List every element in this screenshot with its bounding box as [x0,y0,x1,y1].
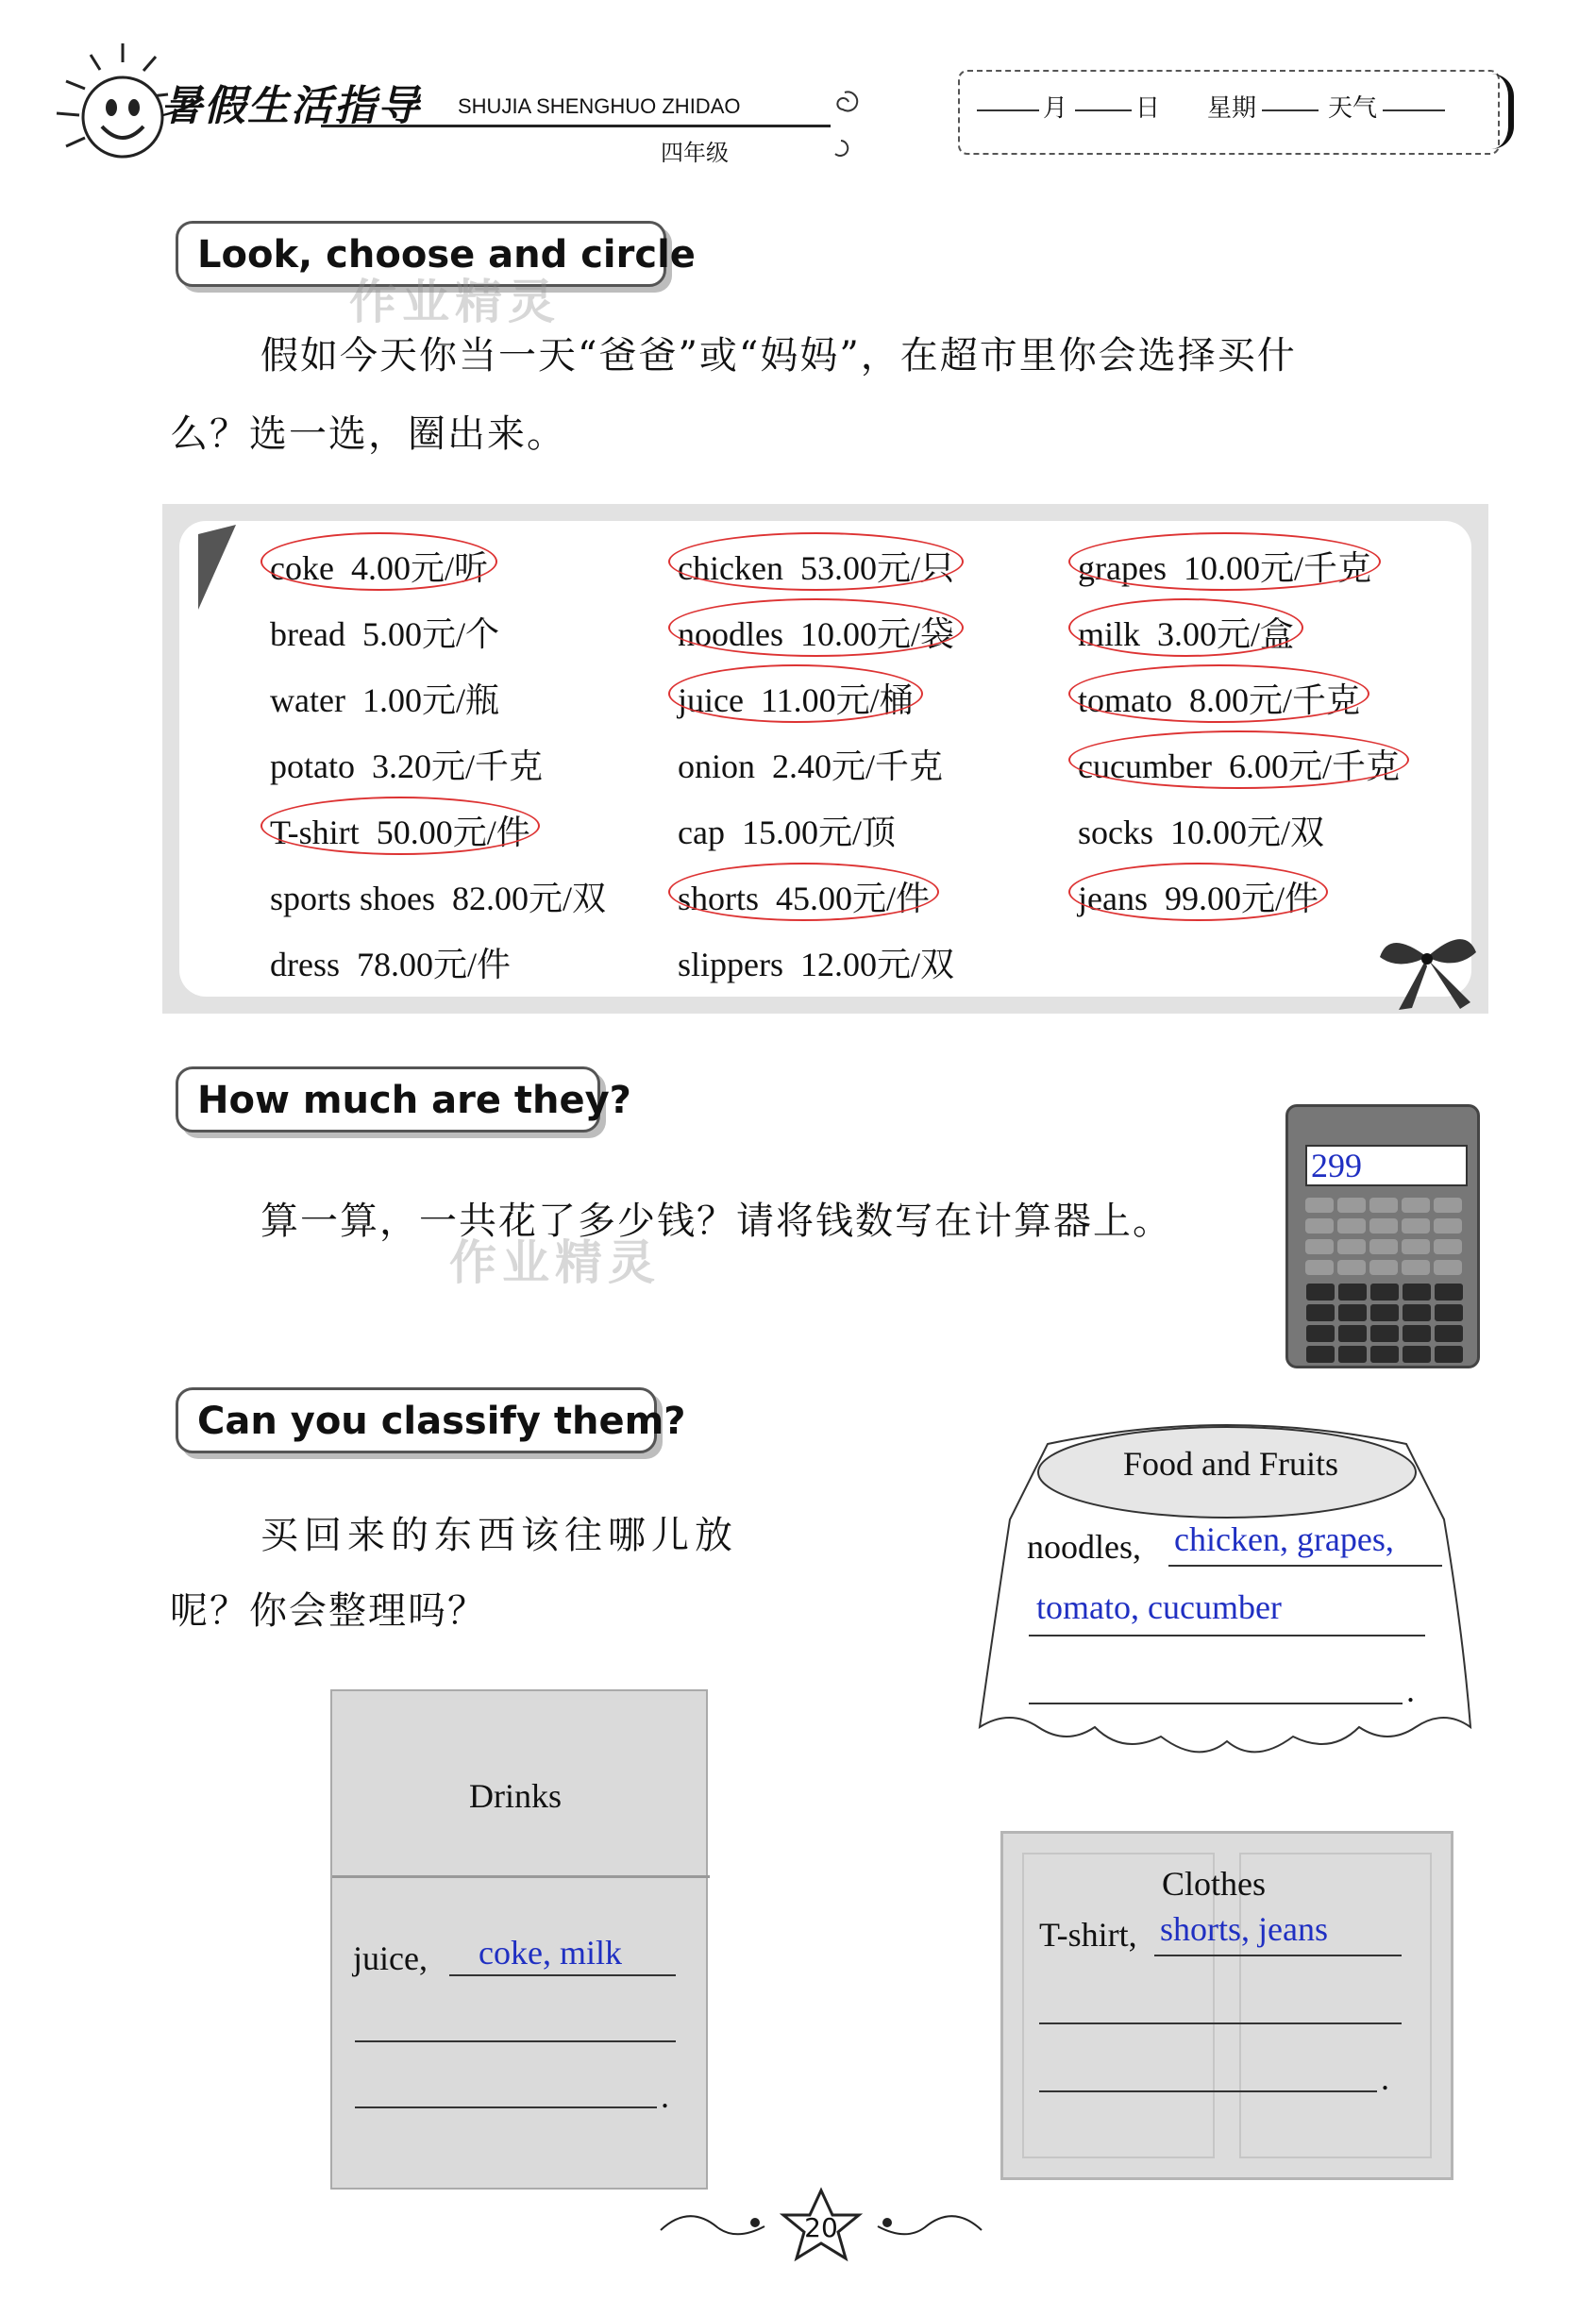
price-item-name: coke [270,549,334,587]
price-item-price: 8.00元/千克 [1188,681,1360,719]
calculator-value: 299 [1311,1147,1362,1184]
clothes-answer-line-1[interactable] [1154,1955,1402,1956]
classify-instruction-1: 买回来的东西该往哪儿放 [260,1514,738,1557]
price-item-grapes[interactable] [1078,542,1371,590]
weekday-label: 星期 [1207,94,1257,123]
calculator-key[interactable] [1402,1303,1432,1322]
clothes-answer-line-3[interactable] [1039,2090,1377,2092]
drinks-end-period: . [661,2077,669,2115]
price-item-price: 10.00元/袋 [800,615,955,653]
calculator-key[interactable] [1434,1303,1464,1322]
calculator-key[interactable] [1305,1198,1334,1213]
calculator-key[interactable] [1434,1345,1464,1364]
price-item-name: cucumber [1078,747,1212,785]
food-answer-1: chicken, grapes, [1174,1520,1394,1558]
drinks-fridge [330,1689,708,2190]
selection-circle [260,797,540,855]
price-item-price: 50.00元/件 [376,814,530,851]
calculator-key[interactable] [1305,1303,1336,1322]
price-item-price: 3.00元/盒 [1157,615,1295,653]
calculator-key[interactable] [1402,1198,1430,1213]
calculator-key[interactable] [1434,1198,1462,1213]
grade-label: 四年级 [661,140,729,166]
calculator-key[interactable] [1337,1260,1366,1275]
page-number: 20 [804,2212,838,2243]
calculator-key[interactable] [1434,1239,1462,1254]
price-item-price: 45.00元/件 [776,880,931,917]
price-item-name: potato [270,747,355,785]
header [38,38,1567,170]
calculator-key[interactable] [1369,1345,1400,1364]
price-item-name: shorts [678,880,760,917]
clothes-given-item: T-shirt, [1039,1916,1137,1954]
price-item-name: bread [270,615,345,653]
selection-circle [668,664,923,723]
drinks-answer: coke, milk [479,1934,622,1972]
calculator-key[interactable] [1434,1218,1462,1234]
price-item-jeans[interactable] [1078,872,1319,920]
date-box-bracket [1491,74,1514,149]
clothes-answer-line-2[interactable] [1039,2022,1402,2024]
selection-circle [668,863,939,921]
food-end-period: . [1406,1671,1415,1709]
price-item-price: 3.20元/千克 [371,747,543,785]
price-item-name: onion [678,747,756,785]
header-underline [321,125,831,127]
price-item-cucumber[interactable] [1078,740,1400,788]
calculator-key[interactable] [1402,1283,1432,1301]
calculator-key[interactable] [1337,1324,1368,1343]
price-item-slippers[interactable] [678,938,954,986]
price-item-water[interactable] [270,674,499,722]
selection-circle [1068,730,1409,789]
section-title-how-much: How much are they? [176,1066,600,1133]
price-item-name: T-shirt [270,814,360,851]
drinks-given-item: juice, [353,1939,428,1977]
selection-circle [260,532,497,591]
swirl-icon [826,83,864,168]
price-item-milk[interactable] [1078,608,1294,656]
calc-instruction: 算一算，一共花了多少钱？请将钱数写在计算器上。 [260,1200,1172,1243]
price-item-price: 2.40元/千克 [772,747,944,785]
clothes-wardrobe [1000,1831,1453,2180]
price-item-price: 10.00元/双 [1170,814,1325,851]
price-item-name: grapes [1078,549,1167,587]
price-item-noodles[interactable] [678,608,954,656]
calculator-key[interactable] [1402,1324,1432,1343]
calculator-key[interactable] [1369,1283,1400,1301]
food-answer-line-2[interactable] [1029,1635,1425,1636]
date-box [958,70,1500,155]
weekday-blank[interactable] [1262,109,1319,111]
selection-circle [668,598,964,657]
calculator-key[interactable] [1369,1303,1400,1322]
price-item-price: 6.00元/千克 [1228,747,1400,785]
price-item-price: 11.00元/桶 [760,681,914,719]
calculator-key[interactable] [1337,1198,1366,1213]
drinks-label: Drinks [469,1777,562,1815]
price-item-name: milk [1078,615,1141,653]
brand-pinyin: SHUJIA SHENGHUO ZHIDAO [458,94,741,118]
price-item-name: dress [270,946,340,983]
selection-circle [668,532,964,591]
price-item-price: 53.00元/只 [799,549,954,587]
calculator-key[interactable] [1305,1283,1336,1301]
price-item-t-shirt[interactable] [270,806,530,854]
calculator-key[interactable] [1402,1260,1430,1275]
food-answer-line-1[interactable] [1168,1565,1442,1567]
calculator-display[interactable] [1305,1145,1468,1186]
price-item-sports-shoes[interactable] [270,872,606,920]
calculator-key[interactable] [1369,1260,1398,1275]
calculator [1285,1104,1480,1368]
calculator-key[interactable] [1337,1239,1366,1254]
calculator-key[interactable] [1305,1260,1334,1275]
price-item-price: 12.00元/双 [800,946,955,983]
price-item-price: 1.00元/瓶 [361,681,499,719]
sun-logo-icon [38,38,170,170]
section-title-look-choose-circle: Look, choose and circle [176,221,666,287]
food-answer-2: tomato, cucumber [1036,1588,1282,1626]
calculator-key[interactable] [1434,1324,1464,1343]
price-item-juice[interactable] [678,674,914,722]
calculator-key[interactable] [1305,1239,1334,1254]
wardrobe-door-right [1239,1853,1432,2158]
price-item-name: slippers [678,946,783,983]
brand-title: 暑假生活指导 [160,82,421,130]
clothes-label: Clothes [1162,1865,1267,1903]
price-item-coke[interactable] [270,542,488,590]
price-item-price: 82.00元/双 [452,880,607,917]
weather-label: 天气 [1328,94,1378,123]
fridge-divider [332,1875,710,1878]
calculator-key[interactable] [1337,1283,1368,1301]
watermark: 作业精灵 [349,275,561,329]
instruction-line-1: 假如今天你当一天“爸爸”或“妈妈”，在超市里你会选择买什 [260,334,1297,378]
price-item-price: 5.00元/个 [361,615,499,653]
price-item-name: sports shoes [270,880,436,917]
corner-tab-icon [198,525,255,610]
price-item-name: jeans [1078,880,1148,917]
price-item-shorts[interactable] [678,872,930,920]
price-item-price: 78.00元/件 [357,946,512,983]
price-item-cap[interactable] [678,806,896,854]
selection-circle [1068,863,1328,921]
section-title-classify: Can you classify them? [176,1387,657,1453]
calculator-key[interactable] [1369,1198,1398,1213]
day-blank[interactable] [1075,109,1132,111]
price-item-onion[interactable] [678,740,943,788]
instruction-line-2: 么？选一选，圈出来。 [170,412,566,456]
day-label: 日 [1135,94,1161,123]
price-item-name: water [270,681,345,719]
calculator-key[interactable] [1337,1345,1368,1364]
calculator-key[interactable] [1434,1283,1464,1301]
ribbon-bow-icon [1370,919,1484,1014]
price-item-name: tomato [1078,681,1172,719]
calculator-key[interactable] [1402,1239,1430,1254]
watermark-2: 作业精灵 [449,1235,661,1290]
calculator-key[interactable] [1369,1239,1398,1254]
price-item-name: chicken [678,549,783,587]
clothes-answer: shorts, jeans [1160,1910,1328,1948]
selection-circle [1068,598,1303,657]
calculator-key[interactable] [1305,1345,1336,1364]
calculator-key[interactable] [1369,1324,1400,1343]
classify-instruction-2: 呢？你会整理吗？ [170,1589,487,1633]
calculator-key[interactable] [1369,1218,1398,1234]
calculator-key[interactable] [1402,1218,1430,1234]
clothes-end-period: . [1381,2059,1389,2097]
price-item-price: 4.00元/听 [350,549,488,587]
drinks-answer-line-2[interactable] [355,2040,676,2042]
calculator-key[interactable] [1434,1260,1462,1275]
food-label: Food and Fruits [1123,1445,1339,1483]
price-item-chicken[interactable] [678,542,954,590]
calculator-key[interactable] [1337,1218,1366,1234]
drinks-answer-line-1[interactable] [449,1974,676,1976]
price-item-name: socks [1078,814,1153,851]
price-item-price: 99.00元/件 [1164,880,1319,917]
price-item-price: 15.00元/顶 [741,814,896,851]
price-item-name: cap [678,814,725,851]
price-item-bread[interactable] [270,608,499,656]
drinks-answer-line-3[interactable] [355,2106,657,2108]
selection-circle [1068,664,1369,723]
price-item-price: 10.00元/千克 [1183,549,1371,587]
month-blank[interactable] [977,109,1039,111]
food-given-item: noodles, [1027,1528,1141,1566]
calculator-key[interactable] [1305,1324,1336,1343]
food-answer-line-3[interactable] [1029,1703,1403,1704]
price-item-tomato[interactable] [1078,674,1360,722]
price-item-name: noodles [678,615,783,653]
selection-circle [1068,532,1381,591]
month-label: 月 [1043,94,1068,123]
calculator-key[interactable] [1305,1218,1334,1234]
price-item-name: juice [678,681,744,719]
weather-blank[interactable] [1383,109,1445,111]
price-item-potato[interactable] [270,740,543,788]
calculator-key[interactable] [1337,1303,1368,1322]
food-container [972,1416,1482,1784]
price-item-dress[interactable] [270,938,511,986]
price-item-socks[interactable] [1078,806,1324,854]
calculator-key[interactable] [1402,1345,1432,1364]
